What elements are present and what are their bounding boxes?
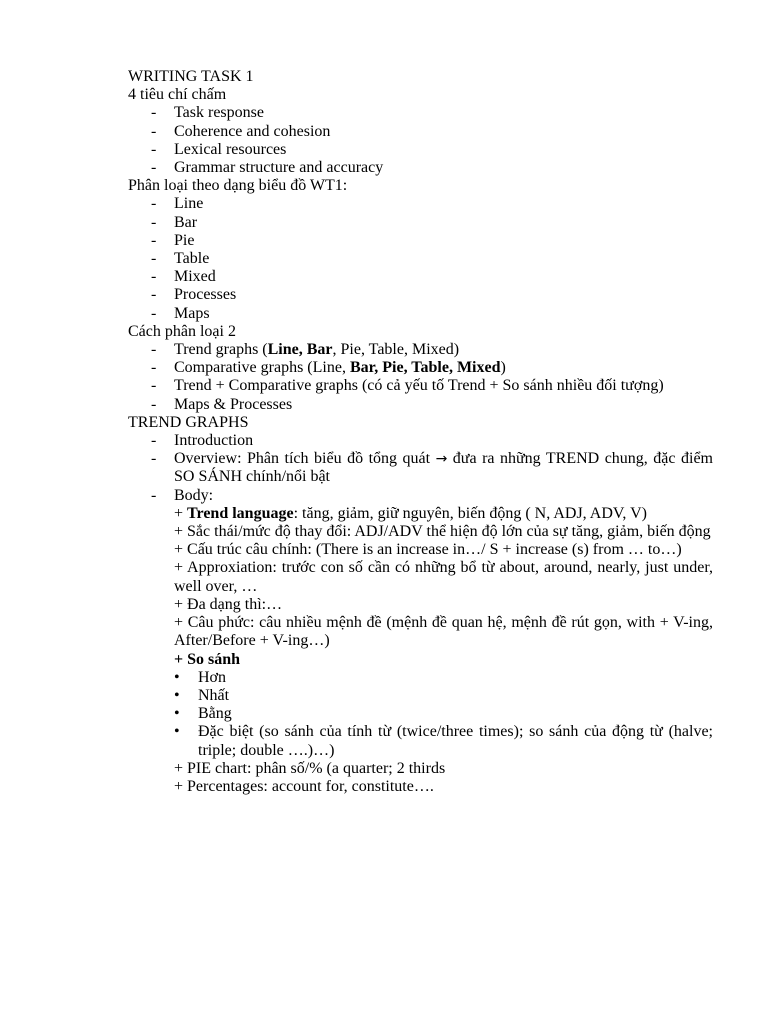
maps-processes-item: - Maps & Processes: [151, 395, 293, 413]
dash-marker: -: [151, 450, 157, 468]
criteria-item: - Coherence and cohesion: [151, 122, 331, 140]
dash-marker: -: [151, 231, 157, 249]
types2-heading: Cách phân loại 2: [128, 322, 236, 340]
complex-sentence-line: + Câu phức: câu nhiều mệnh đề (mệnh đề quan hệ, mệnh đề rút gọn, with + V-ing, After/Before + V-ing…): [174, 614, 713, 650]
dash-marker: -: [151, 377, 157, 395]
bullet-icon: •: [174, 705, 180, 723]
dash-marker: -: [151, 213, 157, 231]
arrow-right-icon: →: [435, 451, 448, 468]
dash-marker: -: [151, 341, 157, 359]
dash-marker: -: [151, 122, 157, 140]
type-item: - Maps: [151, 304, 210, 322]
trend-language-line: + Trend language: tăng, giảm, giữ nguyên, biến động ( N, ADJ, ADV, V): [174, 504, 647, 522]
type-item: - Table: [151, 250, 210, 268]
structure-line: + Cấu trúc câu chính: (There is an increase in…/ S + increase (s) from … to…): [174, 541, 682, 559]
percentages-line: + Percentages: account for, constitute….: [174, 777, 434, 795]
dash-marker: -: [151, 159, 157, 177]
comparative-graphs-item: - Comparative graphs (Line, Bar, Pie, Table, Mixed): [151, 359, 506, 377]
tenses-line: + Đa dạng thì:…: [174, 595, 283, 613]
criteria-item: - Task response: [151, 104, 264, 122]
dash-marker: -: [151, 304, 157, 322]
dash-marker: -: [151, 286, 157, 304]
body-item: - Body:: [151, 486, 214, 504]
trend-comparative-item: - Trend + Comparative graphs (có cả yếu tố Trend + So sánh nhiều đối tượng): [151, 377, 664, 395]
introduction-item: - Introduction: [151, 432, 254, 450]
dash-marker: -: [151, 359, 157, 377]
pie-chart-line: + PIE chart: phân số/% (a quarter; 2 thirds: [174, 759, 446, 777]
comparison-item: • Đặc biệt (so sánh của tính từ (twice/three times); so sánh của động từ (halve; triple; double ….)…): [174, 723, 713, 759]
comparison-item: • Bằng: [174, 705, 232, 723]
shade-line: + Sắc thái/mức độ thay đổi: ADJ/ADV thể hiện độ lớn của sự tăng, giảm, biến động: [174, 523, 711, 541]
dash-marker: -: [151, 268, 157, 286]
overview-item: - Overview: Phân tích biểu đồ tổng quát → đưa ra những TREND chung, đặc điểm SO SÁNH chính/nổi bật: [151, 450, 714, 486]
dash-marker: -: [151, 250, 157, 268]
trend-graphs-heading: TREND GRAPHS: [128, 413, 249, 431]
bullet-icon: •: [174, 723, 180, 741]
criteria-heading: 4 tiêu chí chấm: [128, 86, 227, 104]
trend-graphs-item: - Trend graphs (Line, Bar, Pie, Table, Mixed): [151, 341, 460, 359]
type-item: - Pie: [151, 231, 195, 249]
bullet-icon: •: [174, 668, 180, 686]
document-content: [128, 68, 713, 796]
comparison-item: • Nhất: [174, 686, 230, 704]
dash-marker: -: [151, 195, 157, 213]
dash-marker: -: [151, 140, 157, 158]
document-title: WRITING TASK 1: [128, 68, 254, 85]
type-item: - Bar: [151, 213, 198, 231]
criteria-item: - Grammar structure and accuracy: [151, 159, 384, 177]
type-item: - Line: [151, 195, 204, 213]
criteria-item: - Lexical resources: [151, 140, 287, 158]
dash-marker: -: [151, 432, 157, 450]
dash-marker: -: [151, 104, 157, 122]
type-item: - Processes: [151, 286, 237, 304]
dash-marker: -: [151, 486, 157, 504]
approximation-line: + Approxiation: trước con số cần có những bổ từ about, around, nearly, just under, well over, …: [174, 559, 713, 595]
dash-marker: -: [151, 395, 157, 413]
type-item: - Mixed: [151, 268, 216, 286]
bullet-icon: •: [174, 686, 180, 704]
comparison-heading: + So sánh: [174, 650, 241, 668]
types-heading: Phân loại theo dạng biểu đồ WT1:: [128, 177, 348, 195]
comparison-item: • Hơn: [174, 668, 227, 686]
